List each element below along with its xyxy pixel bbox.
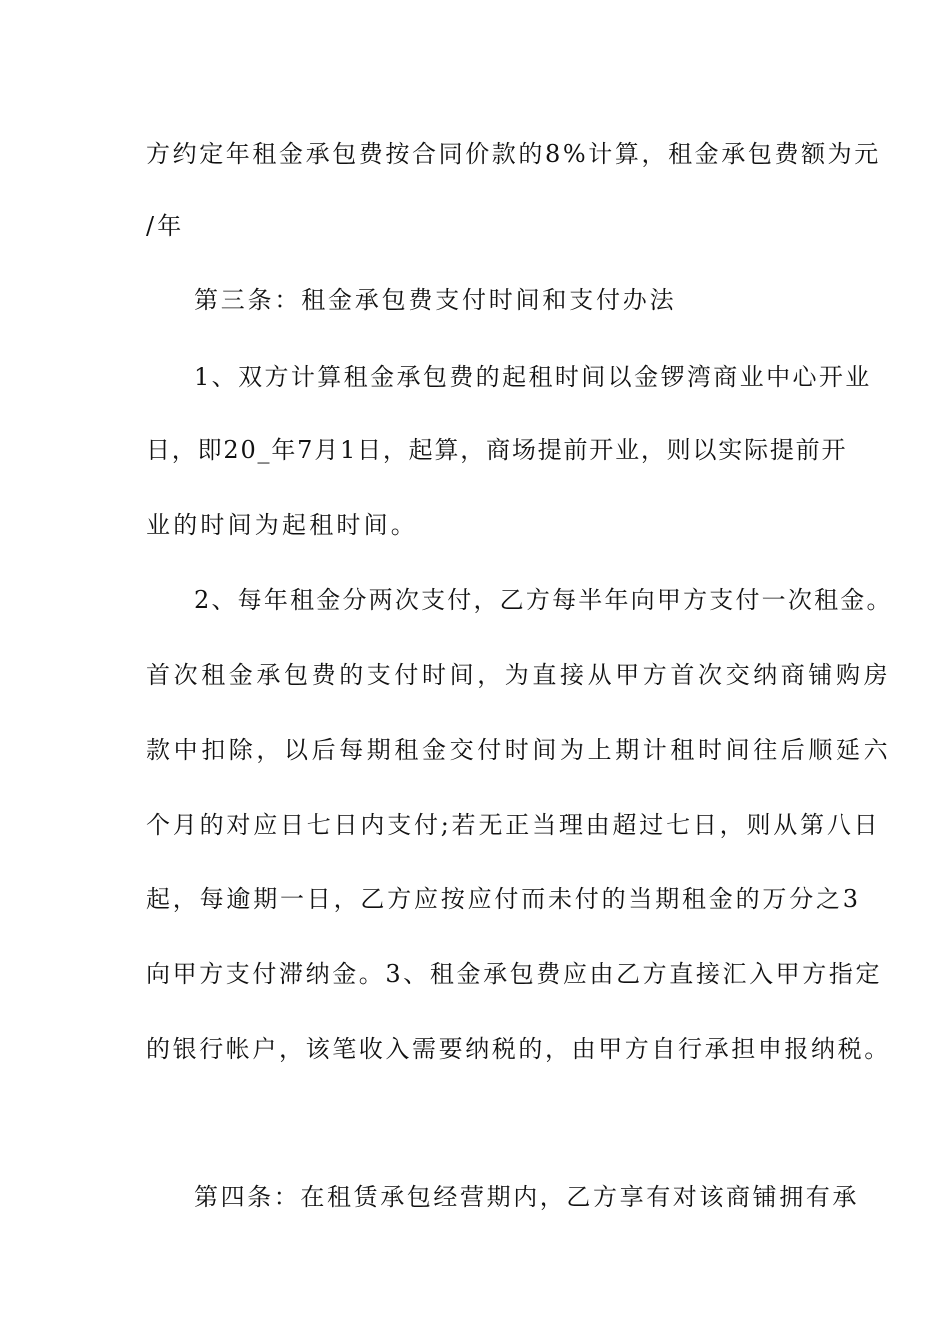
text-line-10: 个月的对应日七日内支付;若无正当理由超过七日，则从第八日 <box>146 811 881 839</box>
article-3-heading: 第三条：租金承包费支付时间和支付办法 <box>194 286 677 314</box>
text-line-5: 日，即20_年7月1日，起算，商场提前开业，则以实际提前开 <box>146 436 848 464</box>
text-line-2: /年 <box>146 212 185 240</box>
text-line-7: 2、每年租金分两次支付，乙方每半年向甲方支付一次租金。 <box>194 586 893 614</box>
text-line-13: 的银行帐户，该笔收入需要纳税的，由甲方自行承担申报纳税。 <box>146 1035 891 1063</box>
text-line-8: 首次租金承包费的支付时间，为直接从甲方首次交纳商铺购房 <box>146 661 892 689</box>
text-line-1: 方约定年租金承包费按合同价款的8%计算，租金承包费额为元 <box>146 140 881 168</box>
text-line-12: 向甲方支付滞纳金。3、租金承包费应由乙方直接汇入甲方指定 <box>146 960 883 988</box>
text-line-6: 业的时间为起租时间。 <box>146 511 418 539</box>
text-line-11: 起，每逾期一日，乙方应按应付而未付的当期租金的万分之3 <box>146 885 861 913</box>
text-line-9: 款中扣除，以后每期租金交付时间为上期计租时间往后顺延六 <box>146 736 892 764</box>
text-line-4: 1、双方计算租金承包费的起租时间以金锣湾商业中心开业 <box>194 363 872 391</box>
article-4-line: 第四条：在租赁承包经营期内，乙方享有对该商铺拥有承 <box>194 1183 859 1211</box>
